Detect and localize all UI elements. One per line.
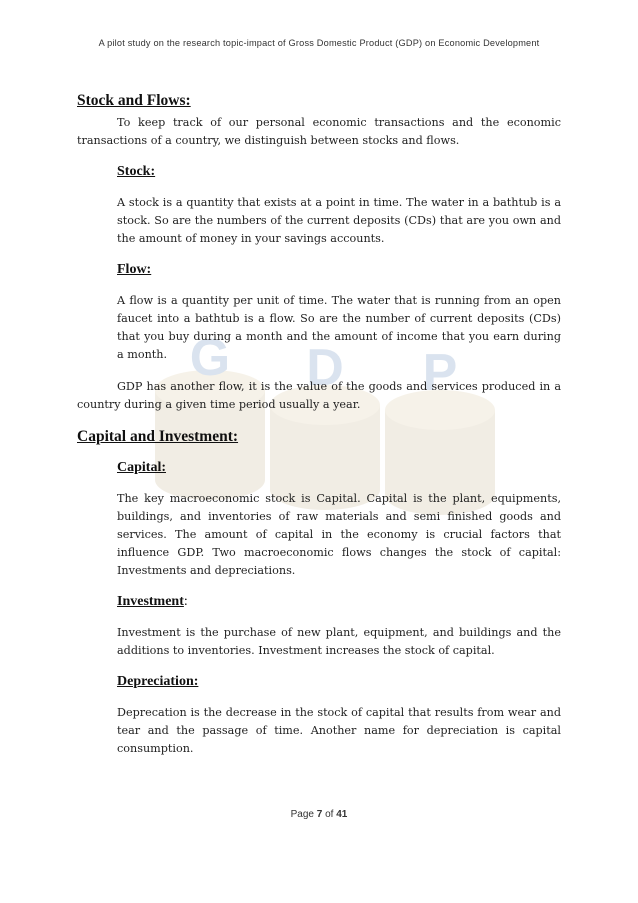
watermark-letter-p: P: [422, 344, 458, 402]
heading-investment-colon: :: [183, 594, 188, 609]
page-label: Page: [290, 809, 314, 820]
heading-flow: Flow:: [117, 262, 152, 277]
page-number: 7: [316, 809, 323, 820]
heading-depreciation: Depreciation:: [117, 674, 199, 689]
heading-investment-label: Investment: [117, 594, 184, 609]
heading-stock-and-flows: Stock and Flows:: [77, 92, 191, 109]
of-label: of: [325, 809, 334, 820]
paragraph-gdp-flow: GDP has another flow, it is the value of the goods and services produced in a country during a given time period usually a year.: [77, 380, 561, 411]
heading-capital: Capital:: [117, 460, 166, 475]
paragraph-flow: A flow is a quantity per unit of time. The water that is running from an open faucet into a bathtub is a flow. So are the number of current deposits (CDs) that you buy during a month and the amount of income that you earn during a month.: [117, 294, 561, 361]
heading-investment: [117, 594, 561, 610]
total-pages: 41: [336, 809, 348, 820]
paragraph-depreciation: Deprecation is the decrease in the stock of capital that results from wear and tear and the passage of time. Another name for depreciation is capital consumption.: [117, 706, 561, 755]
paragraph-investment: Investment is the purchase of new plant, equipment, and buildings and the additions to inventories. Investment increases the stock of capital.: [117, 626, 561, 657]
heading-stock: Stock:: [117, 164, 156, 179]
running-header: A pilot study on the research topic-impact of Gross Domestic Product (GDP) on Economic Development: [98, 38, 540, 48]
page-footer: [0, 809, 638, 820]
watermark-letter-d: D: [306, 339, 344, 397]
watermark-letter-g: G: [189, 330, 231, 387]
heading-capital-and-investment: Capital and Investment:: [77, 428, 239, 445]
page-content: [77, 92, 561, 758]
paragraph-stock-flows-intro: To keep track of our personal economic transactions and the economic transactions of a country, we distinguish between stocks and flows.: [77, 116, 561, 147]
paragraph-capital: The key macroeconomic stock is Capital. Capital is the plant, equipments, buildings, and inventories of raw materials and semi finished goods and services. The amount of capital in the economy is crucial factors that influence GDP. Two macroeconomic flows changes the stock of capital: Investments and depreciations.: [117, 492, 561, 577]
paragraph-stock: A stock is a quantity that exists at a point in time. The water in a bathtub is a stock. So are the numbers of the current deposits (CDs) that are you own and the amount of money in your savings accounts.: [117, 196, 561, 245]
